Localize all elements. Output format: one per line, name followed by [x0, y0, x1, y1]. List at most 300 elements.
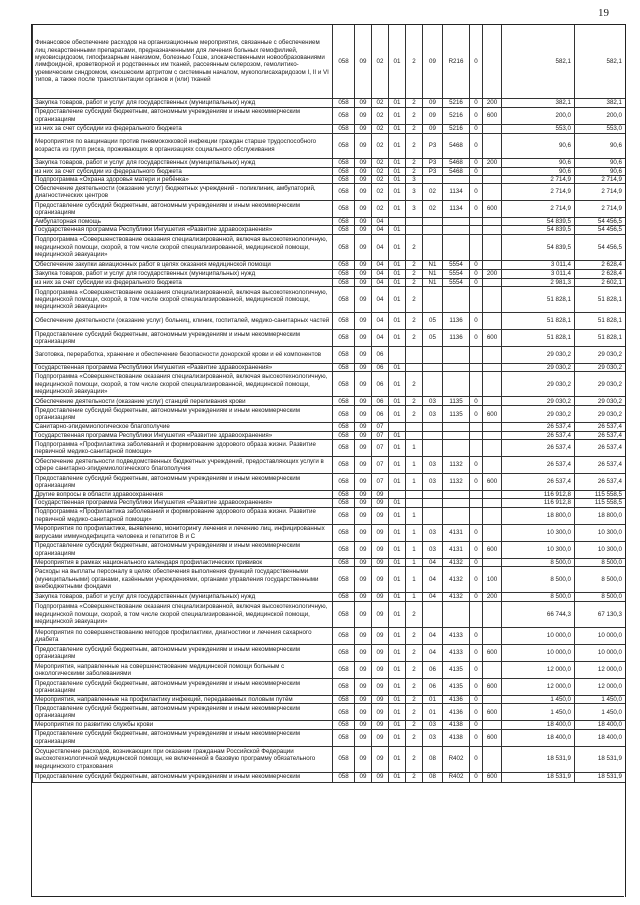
subsection-code: 07 [372, 440, 389, 457]
subprogram-code: 3 [406, 201, 423, 218]
direction-sub-code: 0 [470, 124, 483, 133]
activity-code: P3 [423, 158, 443, 167]
subprogram-code: 2 [406, 729, 423, 746]
subsection-code: 02 [372, 107, 389, 124]
table-row [33, 98, 626, 107]
table-row [33, 704, 626, 721]
activity-code: 01 [423, 695, 443, 703]
grbs-code: 058 [333, 269, 355, 278]
subprogram-code: 2 [406, 25, 423, 98]
expense-type-code [483, 507, 502, 524]
expense-type-code: 600 [483, 406, 502, 423]
amount-year1: 18 800,0 [502, 507, 575, 524]
program-code: 01 [389, 431, 406, 439]
subsection-code: 09 [372, 541, 389, 558]
section-code: 09 [355, 558, 372, 566]
program-code: 01 [389, 406, 406, 423]
subprogram-code: 2 [406, 601, 423, 627]
subsection-code: 02 [372, 124, 389, 133]
subsection-code: 09 [372, 558, 389, 566]
budget-table-container [31, 24, 626, 897]
expense-type-code [483, 278, 502, 286]
amount-year1: 54 839,5 [502, 226, 575, 234]
subprogram-code: 2 [406, 107, 423, 124]
grbs-code: 058 [333, 721, 355, 729]
table-row [33, 330, 626, 347]
expense-type-code [483, 627, 502, 644]
program-code: 01 [389, 729, 406, 746]
amount-year2: 2 714,9 [575, 184, 626, 201]
direction-code [443, 423, 470, 431]
direction-code [443, 372, 470, 397]
expense-item-name: Предоставление субсидий бюджетным, автономным учреждениям и иным некоммерческим организациям [33, 644, 333, 661]
expense-type-code: 600 [483, 330, 502, 347]
direction-code [443, 226, 470, 234]
table-row [33, 423, 626, 431]
direction-code: 4132 [443, 558, 470, 566]
expense-type-code [483, 260, 502, 269]
grbs-code: 058 [333, 592, 355, 601]
section-code: 09 [355, 158, 372, 167]
section-code: 09 [355, 218, 372, 226]
section-code: 09 [355, 167, 372, 175]
direction-sub-code: 0 [470, 721, 483, 729]
direction-sub-code: 0 [470, 313, 483, 330]
amount-year2: 200,0 [575, 107, 626, 124]
direction-sub-code [470, 431, 483, 439]
direction-sub-code: 0 [470, 167, 483, 175]
program-code: 01 [389, 627, 406, 644]
direction-code: 1134 [443, 184, 470, 201]
direction-sub-code: 0 [470, 184, 483, 201]
amount-year2: 26 537,4 [575, 457, 626, 474]
program-code: 01 [389, 397, 406, 406]
direction-sub-code [470, 218, 483, 226]
expense-item-name: Подпрограмма «Совершенствование оказания специализированной, включая высокотехнологичную, медицинской помощи, скорой, в том числе скорой специализированной, медицинской помощи, медицинской эвакуации» [33, 234, 333, 260]
grbs-code: 058 [333, 406, 355, 423]
activity-code: 03 [423, 457, 443, 474]
expense-type-code [483, 133, 502, 158]
expense-type-code: 100 [483, 566, 502, 592]
table-row [33, 107, 626, 124]
expense-item-name: Предоставление субсидий бюджетным, автономным учреждениям и иным некоммерческим организациям [33, 107, 333, 124]
expense-type-code [483, 457, 502, 474]
amount-year1: 10 000,0 [502, 627, 575, 644]
direction-code [443, 287, 470, 313]
direction-code: 1136 [443, 313, 470, 330]
amount-year2: 26 537,4 [575, 431, 626, 439]
expense-item-name: Предоставление субсидий бюджетным, автономным учреждениям и иным некоммерческим организациям [33, 406, 333, 423]
grbs-code: 058 [333, 98, 355, 107]
amount-year1: 18 531,9 [502, 772, 575, 782]
grbs-code: 058 [333, 397, 355, 406]
table-row [33, 440, 626, 457]
direction-code: 4133 [443, 627, 470, 644]
subsection-code: 09 [372, 592, 389, 601]
table-row [33, 218, 626, 226]
amount-year2: 2 628,4 [575, 269, 626, 278]
expense-type-code [483, 372, 502, 397]
expense-item-name: Закупка товаров, работ и услуг для государственных (муниципальных) нужд [33, 592, 333, 601]
subprogram-code: 2 [406, 627, 423, 644]
grbs-code: 058 [333, 457, 355, 474]
subsection-code: 04 [372, 330, 389, 347]
amount-year1: 2 714,9 [502, 201, 575, 218]
subsection-code: 04 [372, 287, 389, 313]
direction-sub-code: 0 [470, 627, 483, 644]
direction-sub-code: 0 [470, 158, 483, 167]
amount-year2: 18 531,9 [575, 746, 626, 772]
subsection-code: 02 [372, 25, 389, 98]
table-row [33, 234, 626, 260]
subsection-code: 04 [372, 269, 389, 278]
amount-year2: 54 456,5 [575, 218, 626, 226]
expense-item-name: Мероприятия, направленные на совершенствование медицинской помощи больным с онкологическими заболеваниями [33, 661, 333, 678]
amount-year2: 54 456,5 [575, 226, 626, 234]
table-row [33, 507, 626, 524]
expense-item-name: Обеспечение деятельности (оказание услуг) станций переливания крови [33, 397, 333, 406]
section-code: 09 [355, 287, 372, 313]
activity-code [423, 364, 443, 372]
subprogram-code [406, 491, 423, 499]
activity-code [423, 423, 443, 431]
amount-year1: 553,0 [502, 124, 575, 133]
expense-item-name: Мероприятия в рамках национального календаря профилактических прививок [33, 558, 333, 566]
subsection-code: 02 [372, 167, 389, 175]
expense-item-name: Мероприятия по профилактике, выявлению, мониторингу лечения и лечению лиц, инфицированных вирусами иммунодефицита человека и гепатитов B и C [33, 524, 333, 541]
grbs-code: 058 [333, 499, 355, 507]
grbs-code: 058 [333, 372, 355, 397]
activity-code: 02 [423, 201, 443, 218]
table-row [33, 133, 626, 158]
grbs-code: 058 [333, 107, 355, 124]
amount-year1: 26 537,4 [502, 457, 575, 474]
section-code: 09 [355, 627, 372, 644]
amount-year2: 54 456,5 [575, 234, 626, 260]
table-row [33, 287, 626, 313]
amount-year2: 115 558,5 [575, 491, 626, 499]
direction-sub-code: 0 [470, 98, 483, 107]
grbs-code: 058 [333, 474, 355, 491]
amount-year1: 26 537,4 [502, 440, 575, 457]
activity-code [423, 287, 443, 313]
expense-item-name: Амбулаторная помощь [33, 218, 333, 226]
direction-code: 4135 [443, 678, 470, 695]
direction-sub-code [470, 234, 483, 260]
grbs-code: 058 [333, 234, 355, 260]
direction-code: 4136 [443, 695, 470, 703]
expense-type-code: 600 [483, 704, 502, 721]
table-row [33, 347, 626, 364]
amount-year2: 382,1 [575, 98, 626, 107]
program-code: 01 [389, 524, 406, 541]
table-row [33, 226, 626, 234]
subprogram-code: 3 [406, 175, 423, 183]
expense-type-code: 600 [483, 772, 502, 782]
expense-item-name: Предоставление субсидий бюджетным, автономным учреждениям и иным некоммерческим организациям [33, 474, 333, 491]
direction-code: 5554 [443, 278, 470, 286]
direction-sub-code [470, 287, 483, 313]
direction-sub-code: 0 [470, 729, 483, 746]
amount-year2: 18 400,0 [575, 729, 626, 746]
direction-code: 5216 [443, 107, 470, 124]
subsection-code: 04 [372, 278, 389, 286]
subprogram-code: 1 [406, 541, 423, 558]
activity-code: 01 [423, 704, 443, 721]
subprogram-code: 2 [406, 678, 423, 695]
amount-year1: 54 839,5 [502, 218, 575, 226]
expense-type-code [483, 491, 502, 499]
activity-code: 09 [423, 98, 443, 107]
section-code: 09 [355, 364, 372, 372]
amount-year2: 1 450,0 [575, 695, 626, 703]
grbs-code: 058 [333, 175, 355, 183]
direction-code [443, 601, 470, 627]
direction-code: 5468 [443, 167, 470, 175]
direction-sub-code: 0 [470, 746, 483, 772]
section-code: 09 [355, 440, 372, 457]
subprogram-code: 2 [406, 124, 423, 133]
expense-type-code [483, 397, 502, 406]
activity-code: 03 [423, 397, 443, 406]
expense-type-code [483, 661, 502, 678]
expense-type-code: 600 [483, 644, 502, 661]
expense-item-name: Мероприятия по совершенствованию методов профилактики, диагностики и лечения сахарного диабета [33, 627, 333, 644]
activity-code: 05 [423, 313, 443, 330]
program-code: 01 [389, 566, 406, 592]
amount-year1: 66 744,3 [502, 601, 575, 627]
expense-type-code [483, 721, 502, 729]
amount-year2: 8 500,0 [575, 558, 626, 566]
direction-code: 5468 [443, 133, 470, 158]
direction-code [443, 218, 470, 226]
subprogram-code: 1 [406, 474, 423, 491]
amount-year1: 200,0 [502, 107, 575, 124]
amount-year1: 18 400,0 [502, 721, 575, 729]
section-code: 09 [355, 423, 372, 431]
subsection-code: 06 [372, 347, 389, 364]
direction-code: R402 [443, 746, 470, 772]
expense-type-code [483, 184, 502, 201]
amount-year1: 116 912,8 [502, 491, 575, 499]
subprogram-code [406, 431, 423, 439]
subsection-code: 09 [372, 507, 389, 524]
grbs-code: 058 [333, 507, 355, 524]
amount-year1: 90,6 [502, 158, 575, 167]
direction-code: 1132 [443, 474, 470, 491]
direction-sub-code: 0 [470, 541, 483, 558]
amount-year1: 54 839,5 [502, 234, 575, 260]
direction-sub-code: 0 [470, 406, 483, 423]
grbs-code: 058 [333, 184, 355, 201]
section-code: 09 [355, 107, 372, 124]
direction-sub-code: 0 [470, 330, 483, 347]
expense-type-code [483, 175, 502, 183]
program-code: 01 [389, 721, 406, 729]
amount-year1: 29 030,2 [502, 397, 575, 406]
subprogram-code [406, 364, 423, 372]
grbs-code: 058 [333, 423, 355, 431]
section-code: 09 [355, 234, 372, 260]
direction-sub-code: 0 [470, 644, 483, 661]
section-code: 09 [355, 330, 372, 347]
amount-year2: 90,6 [575, 167, 626, 175]
amount-year1: 29 030,2 [502, 364, 575, 372]
table-row [33, 175, 626, 183]
activity-code: 03 [423, 541, 443, 558]
direction-sub-code: 0 [470, 661, 483, 678]
subsection-code: 02 [372, 133, 389, 158]
activity-code: 08 [423, 772, 443, 782]
direction-sub-code: 0 [470, 25, 483, 98]
program-code: 01 [389, 133, 406, 158]
expense-item-name: Закупка товаров, работ и услуг для государственных (муниципальных) нужд [33, 158, 333, 167]
amount-year2: 2 714,9 [575, 175, 626, 183]
subprogram-code: 1 [406, 507, 423, 524]
direction-code: 5554 [443, 260, 470, 269]
program-code: 01 [389, 644, 406, 661]
program-code: 01 [389, 167, 406, 175]
grbs-code: 058 [333, 313, 355, 330]
table-row [33, 592, 626, 601]
amount-year2: 12 000,0 [575, 678, 626, 695]
subprogram-code [406, 499, 423, 507]
activity-code: N1 [423, 260, 443, 269]
program-code: 01 [389, 541, 406, 558]
program-code: 01 [389, 107, 406, 124]
subprogram-code [406, 347, 423, 364]
subsection-code: 04 [372, 226, 389, 234]
activity-code [423, 499, 443, 507]
direction-sub-code [470, 175, 483, 183]
table-row [33, 397, 626, 406]
direction-code: 4131 [443, 524, 470, 541]
table-row [33, 431, 626, 439]
section-code: 09 [355, 601, 372, 627]
expense-item-name: Государственная программа Республики Ингушетия «Развитие здравоохранения» [33, 226, 333, 234]
expense-type-code [483, 746, 502, 772]
activity-code: 03 [423, 721, 443, 729]
activity-code: N1 [423, 278, 443, 286]
subsection-code: 09 [372, 678, 389, 695]
program-code: 01 [389, 704, 406, 721]
activity-code: 08 [423, 746, 443, 772]
subsection-code: 02 [372, 184, 389, 201]
expense-item-name: Предоставление субсидий бюджетным, автономным учреждениям и иным некоммерческим организациям [33, 541, 333, 558]
table-row [33, 695, 626, 703]
expense-type-code: 200 [483, 269, 502, 278]
section-code: 09 [355, 372, 372, 397]
amount-year1: 2 714,9 [502, 175, 575, 183]
subsection-code: 09 [372, 746, 389, 772]
direction-code: 1135 [443, 406, 470, 423]
subprogram-code: 2 [406, 313, 423, 330]
grbs-code: 058 [333, 772, 355, 782]
direction-code: R402 [443, 772, 470, 782]
amount-year2: 2 602,1 [575, 278, 626, 286]
direction-code: 4132 [443, 566, 470, 592]
section-code: 09 [355, 541, 372, 558]
amount-year1: 3 011,4 [502, 269, 575, 278]
activity-code: N1 [423, 269, 443, 278]
expense-item-name: из них за счет субсидии из федерального бюджета [33, 278, 333, 286]
direction-code: 1136 [443, 330, 470, 347]
direction-sub-code: 0 [470, 107, 483, 124]
grbs-code: 058 [333, 541, 355, 558]
activity-code: 04 [423, 627, 443, 644]
section-code: 09 [355, 397, 372, 406]
grbs-code: 058 [333, 661, 355, 678]
activity-code: 03 [423, 474, 443, 491]
section-code: 09 [355, 226, 372, 234]
expense-item-name: Подпрограмма «Профилактика заболеваний и формирование здорового образа жизни. Развитие первичной медико-санитарной помощи» [33, 440, 333, 457]
amount-year1: 582,1 [502, 25, 575, 98]
activity-code [423, 175, 443, 183]
section-code: 09 [355, 507, 372, 524]
direction-code [443, 347, 470, 364]
amount-year1: 29 030,2 [502, 406, 575, 423]
amount-year1: 26 537,4 [502, 423, 575, 431]
direction-sub-code [470, 499, 483, 507]
subsection-code: 07 [372, 423, 389, 431]
activity-code: 05 [423, 330, 443, 347]
expense-type-code: 600 [483, 678, 502, 695]
grbs-code: 058 [333, 218, 355, 226]
expense-item-name: Подпрограмма «Охрана здоровья матери и ребёнка» [33, 175, 333, 183]
expense-item-name: Санитарно-эпидемиологическое благополучие [33, 423, 333, 431]
amount-year1: 382,1 [502, 98, 575, 107]
subsection-code: 09 [372, 601, 389, 627]
subprogram-code: 1 [406, 440, 423, 457]
expense-type-code [483, 601, 502, 627]
table-row [33, 184, 626, 201]
program-code: 01 [389, 678, 406, 695]
grbs-code: 058 [333, 601, 355, 627]
direction-code [443, 440, 470, 457]
grbs-code: 058 [333, 347, 355, 364]
expense-item-name: Подпрограмма «Совершенствование оказания специализированной, включая высокотехнологичную, медицинской помощи, скорой, в том числе скорой специализированной, медицинской помощи, медицинской эвакуации» [33, 372, 333, 397]
direction-sub-code [470, 440, 483, 457]
expense-item-name: Заготовка, переработка, хранение и обеспечение безопасности донорской крови и её компонентов [33, 347, 333, 364]
direction-code [443, 507, 470, 524]
grbs-code: 058 [333, 133, 355, 158]
table-row [33, 678, 626, 695]
subprogram-code: 2 [406, 260, 423, 269]
expense-item-name: Закупка товаров, работ и услуг для государственных (муниципальных) нужд [33, 98, 333, 107]
amount-year2: 553,0 [575, 124, 626, 133]
program-code: 01 [389, 278, 406, 286]
activity-code: 09 [423, 25, 443, 98]
amount-year1: 8 500,0 [502, 566, 575, 592]
direction-sub-code [470, 491, 483, 499]
expense-item-name: Мероприятия по развитию службы крови [33, 721, 333, 729]
table-row [33, 729, 626, 746]
activity-code: 03 [423, 406, 443, 423]
program-code: 01 [389, 558, 406, 566]
expense-type-code: 600 [483, 541, 502, 558]
grbs-code: 058 [333, 524, 355, 541]
amount-year1: 3 011,4 [502, 260, 575, 269]
table-row [33, 499, 626, 507]
amount-year1: 10 300,0 [502, 541, 575, 558]
subsection-code: 09 [372, 566, 389, 592]
subprogram-code: 1 [406, 558, 423, 566]
subprogram-code: 2 [406, 278, 423, 286]
grbs-code: 058 [333, 491, 355, 499]
expense-item-name: Предоставление субсидий бюджетным, автономным учреждениям и иным некоммерческим организациям [33, 704, 333, 721]
amount-year2: 90,6 [575, 133, 626, 158]
program-code: 01 [389, 499, 406, 507]
